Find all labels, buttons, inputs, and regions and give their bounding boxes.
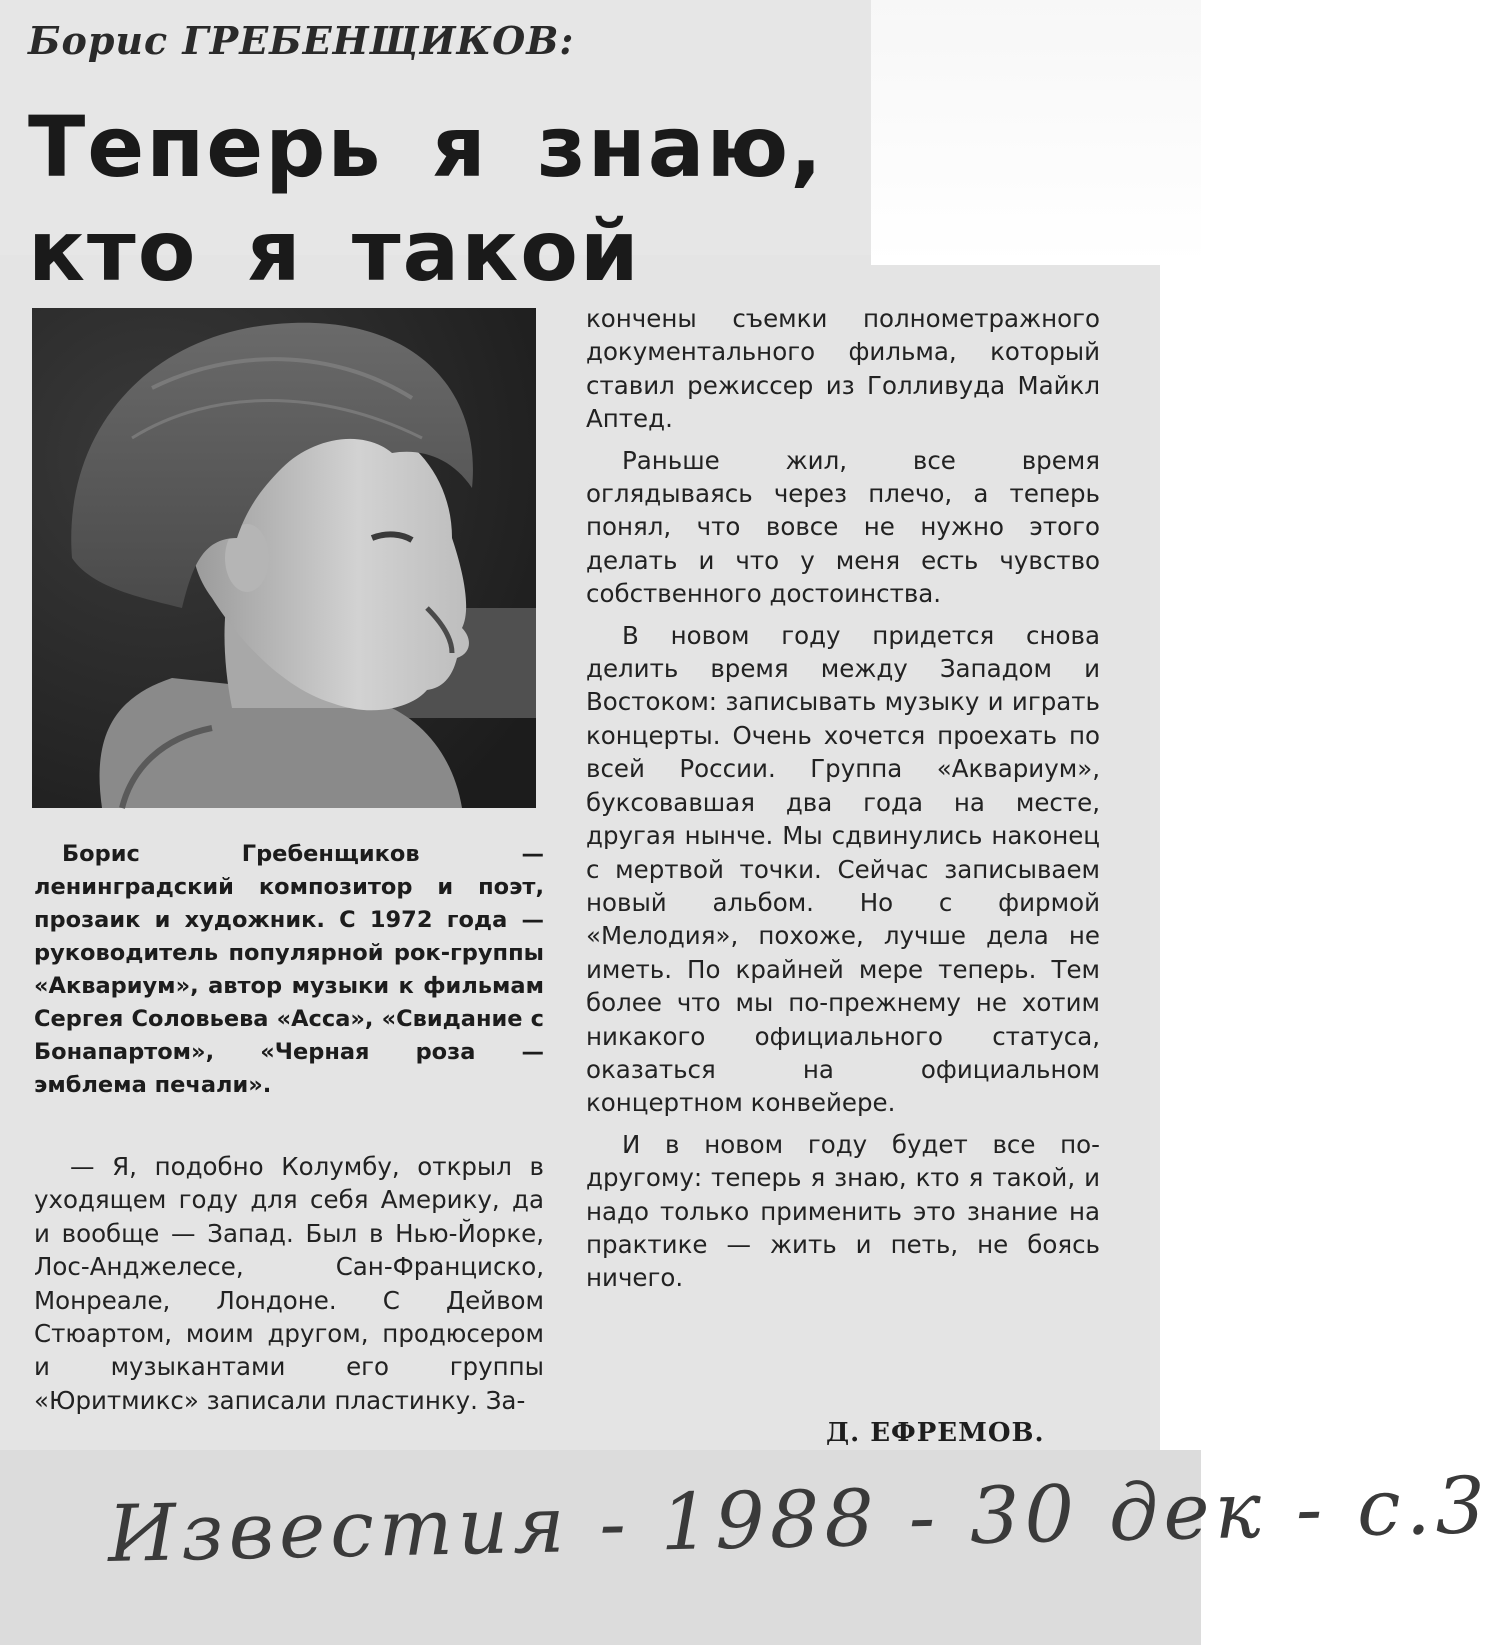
headline-line-2: кто я такой — [28, 202, 641, 300]
handwritten-source-note: Известия - 1988 - 30 дек - с.3 — [107, 1461, 1491, 1580]
body-paragraph: кончены съемки полнометражного документального фильма, который ставил режиссер из Голливуда Майкл Аптед. — [586, 304, 1100, 434]
article-column-right — [586, 302, 1100, 1303]
body-paragraph: — Я, подобно Колумбу, открыл в уходящем году для себя Америку, да и вообще — Запад. Был в Нью-Йорке, Лос-Анджелесе, Сан-Франциско, Монреале, Лондоне. С Дейвом Стюартом, моим другом, продюсером и музыкантами его группы «Юритмикс» записали пластинку. За- — [34, 1152, 544, 1415]
body-paragraph: И в новом году будет все по-другому: теперь я знаю, кто я такой, и надо только применить это знание на практике — жить и петь, не боясь ничего. — [586, 1129, 1100, 1293]
photo-caption: Борис Гребенщиков — ленинградский композитор и поэт, прозаик и художник. С 1972 года — руководитель популярной рок-группы «Аквариум», автор музыки к фильмам Сергея Соловьева «Асса», «Свидание с Бонапартом», «Черная роза — эмблема печали». — [34, 841, 544, 1098]
clipping-torn-corner — [871, 0, 1201, 265]
body-paragraph: Раньше жил, все время оглядываясь через плечо, а теперь понял, что вовсе не нужно этого делать и что у меня есть чувство собственного достоинства. — [586, 445, 1100, 609]
article-headline — [28, 95, 868, 303]
portrait-photo — [32, 308, 536, 808]
headline-line-1: Теперь я знаю, — [28, 98, 825, 196]
article-column-left — [34, 1150, 544, 1425]
body-paragraph: В новом году придется снова делить время между Западом и Востоком: записывать музыку и играть концерты. Очень хочется проехать по всей России. Группа «Аквариум», буксовавшая два года на месте, другая нынче. Мы сдвинулись наконец с мертвой точки. Сейчас записываем новый альбом. Но с фирмой «Мелодия», похоже, лучше дела не иметь. По крайней мере теперь. Тем более что мы по-прежнему не хотим никакого официального статуса, оказаться на официальном концертном конвейере. — [586, 620, 1100, 1118]
article-byline: Д. ЕФРЕМОВ. — [826, 1418, 1045, 1448]
article-kicker: Борис ГРЕБЕНЩИКОВ: — [28, 18, 575, 63]
